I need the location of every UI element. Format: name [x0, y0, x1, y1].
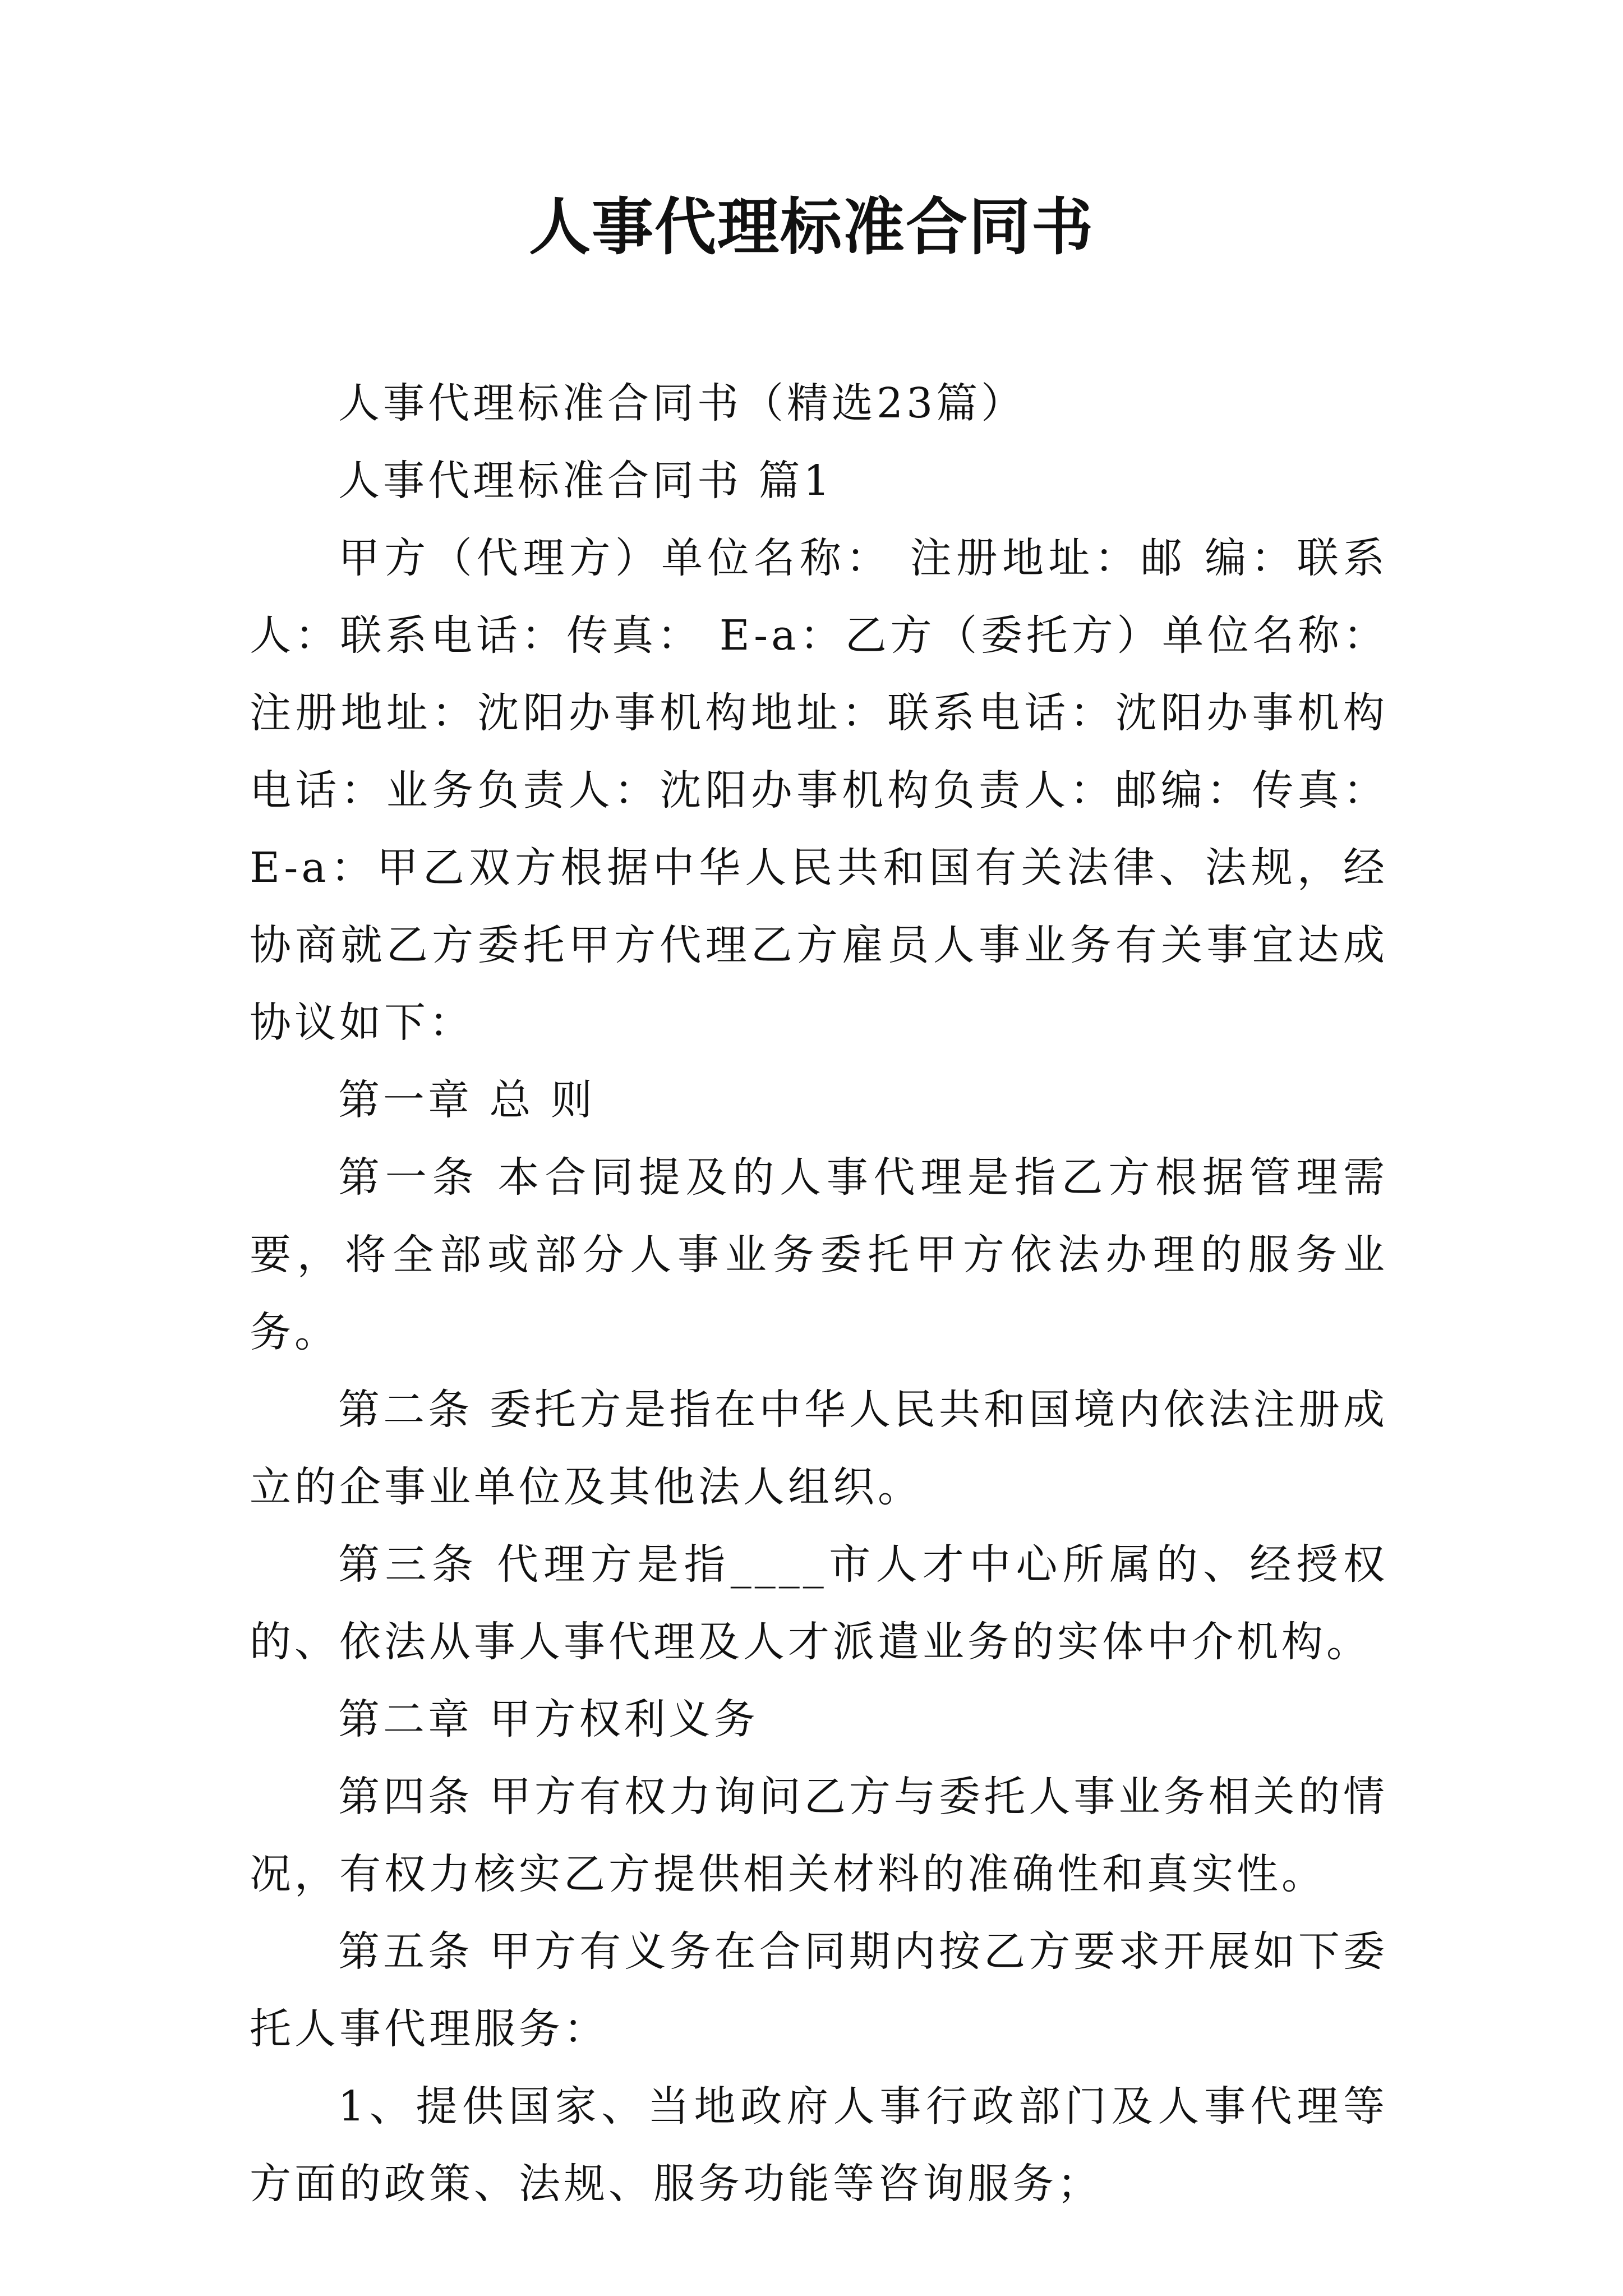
paragraph-chapter-1-heading: 第一章 总 则 — [338, 1076, 596, 1124]
paragraph-article-3: 第三条 代理方是指____市人才中心所属的、经授权的、依法从事人事代理及人才派遣业务的实体中介机构。 — [250, 1540, 1388, 1666]
paragraph-chapter-2-heading: 第二章 甲方权利义务 — [338, 1695, 759, 1743]
paragraph-article-4: 第四条 甲方有权力询问乙方与委托人事业务相关的情况，有权力核实乙方提供相关材料的准确性和真实性。 — [250, 1773, 1388, 1898]
paragraph-party-info: 甲方（代理方）单位名称： 注册地址：邮 编：联系人：联系电话：传真： E-a：乙方（委托方）单位名称：注册地址：沈阳办事机构地址：联系电话：沈阳办事机构电话：业务负责人：沈阳办事机构负责人：邮编：传真：E-a：甲乙双方根据中华人民共和国有关法律、法规，经协商就乙方委托甲方代理乙方雇员人事业务有关事宜达成协议如下： — [250, 534, 1388, 1047]
document-title: 人事代理标准合同书 — [529, 191, 1094, 263]
paragraph-article-5: 第五条 甲方有义务在合同期内按乙方要求开展如下委托人事代理服务： — [250, 1927, 1388, 2053]
paragraph-article-1: 第一条 本合同提及的人事代理是指乙方根据管理需要，将全部或部分人事业务委托甲方依法办理的服务业务。 — [250, 1153, 1388, 1356]
paragraph-item-1: 1、提供国家、当地政府人事行政部门及人事代理等方面的政策、法规、服务功能等咨询服务； — [250, 2082, 1388, 2208]
paragraph-article-2: 第二条 委托方是指在中华人民共和国境内依法注册成立的企事业单位及其他法人组织。 — [250, 1386, 1388, 1511]
paragraph-section-heading: 人事代理标准合同书 篇1 — [338, 457, 833, 505]
document-body — [250, 365, 1388, 2223]
paragraph-subtitle: 人事代理标准合同书（精选23篇） — [338, 379, 1026, 427]
